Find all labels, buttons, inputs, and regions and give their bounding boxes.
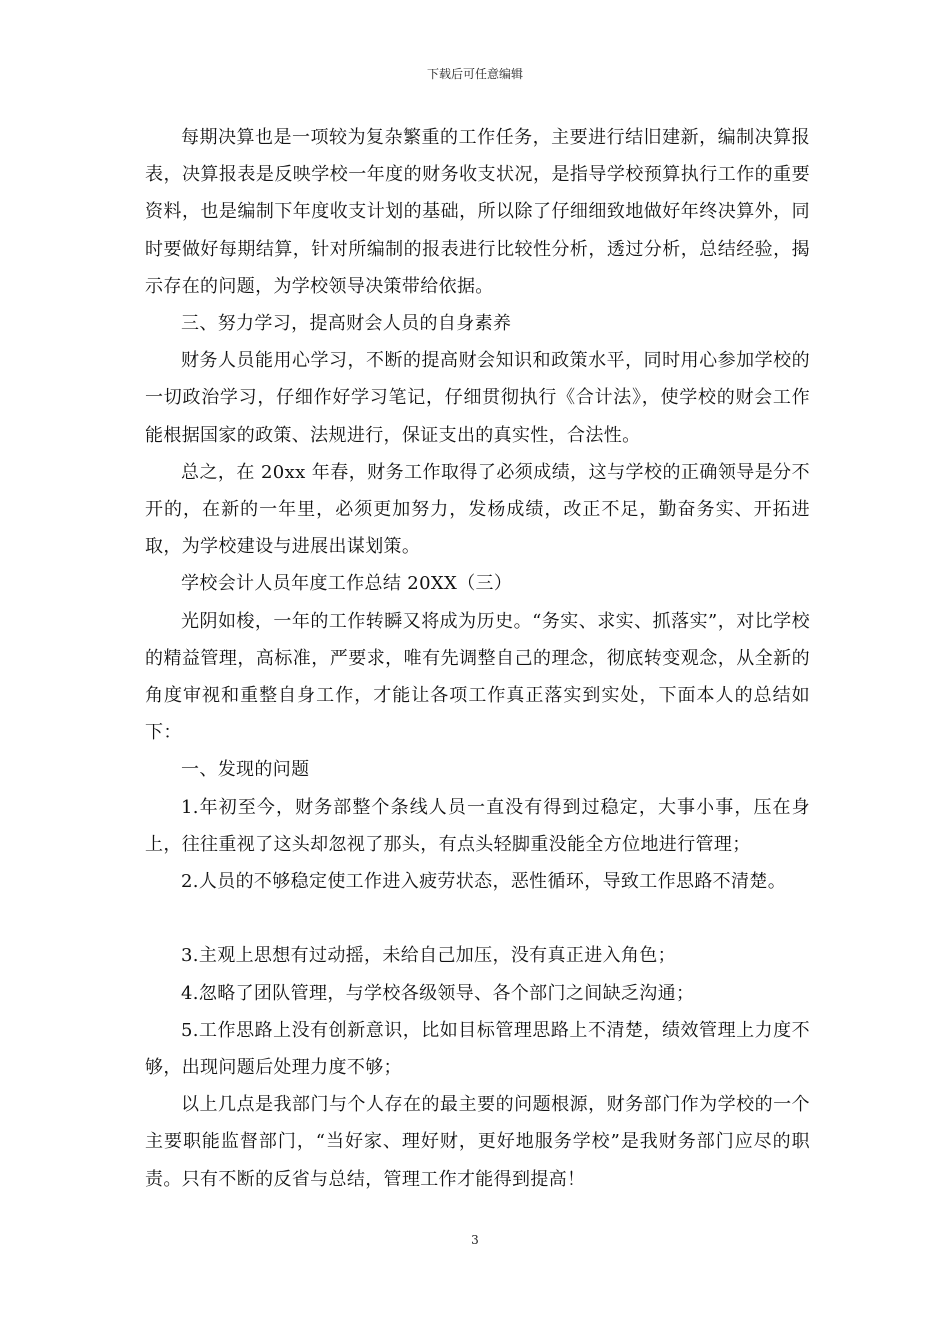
list-item-problem-3: 3.主观上思想有过动摇，未给自己加压，没有真正进入角色； [181,945,676,967]
section-heading-study: 三、努力学习，提高财会人员的自身素养 [181,313,512,335]
paragraph-intro: 光阴如梭，一年的工作转瞬又将成为历史。“务实、求实、抓落实”，对比学校的精益管理，高标准，严要求，唯有先调整自己的理念，彻底转变观念，从全新的角度审视和重整自身工作，才能让各项工作真正落实到实处，下面本人的总结如下： [145,610,810,744]
list-item-problem-4: 4.忽略了团队管理，与学校各级领导、各个部门之间缺乏沟通； [181,982,695,1004]
paragraph-summary: 以上几点是我部门与个人存在的最主要的问题根源，财务部门作为学校的一个主要职能监督部门，“当好家、理好财，更好地服务学校”是我财务部门应尽的职责。只有不断的反省与总结，管理工作才能得到提高！ [145,1094,810,1190]
list-item-problem-2: 2.人员的不够稳定使工作进入疲劳状态，恶性循环，导致工作思路不清楚。 [181,871,787,893]
blank-line [145,900,810,937]
page-number: 3 [471,1233,479,1247]
paragraph-study: 财务人员能用心学习，不断的提高财会知识和政策水平，同时用心参加学校的一切政治学习，仔细作好学习笔记，仔细贯彻执行《合计法》，使学校的财会工作能根据国家的政策、法规进行，保证支出的真实性，合法性。 [145,350,810,446]
document-body [145,119,810,1198]
paragraph-final-accounts: 每期决算也是一项较为复杂繁重的工作任务，主要进行结旧建新，编制决算报表，决算报表是反映学校一年度的财务收支状况，是指导学校预算执行工作的重要资料，也是编制下年度收支计划的基础，所以除了仔细细致地做好年终决算外，同时要做好每期结算，针对所编制的报表进行比较性分析，透过分析，总结经验，揭示存在的问题，为学校领导决策带给依据。 [145,127,810,297]
paragraph-conclusion: 总之，在 20xx 年春，财务工作取得了必须成绩，这与学校的正确领导是分不开的，在新的一年里，必须更加努力，发杨成绩，改正不足，勤奋务实、开拓进取，为学校建设与进展出谋划策。 [145,461,810,558]
list-item-problem-5: 5.工作思路上没有创新意识，比如目标管理思路上不清楚，绩效管理上力度不够，出现问题后处理力度不够； [145,1019,810,1079]
section-heading-problems: 一、发现的问题 [181,759,310,781]
article-title: 学校会计人员年度工作总结 20XX（三） [181,573,513,595]
list-item-problem-1: 1.年初至今，财务部整个条线人员一直没有得到过稳定，大事小事，压在身上，往往重视了这头却忽视了那头，有点头轻脚重没能全方位地进行管理； [145,796,810,855]
page-header: 下载后可任意编辑 [426,67,523,81]
